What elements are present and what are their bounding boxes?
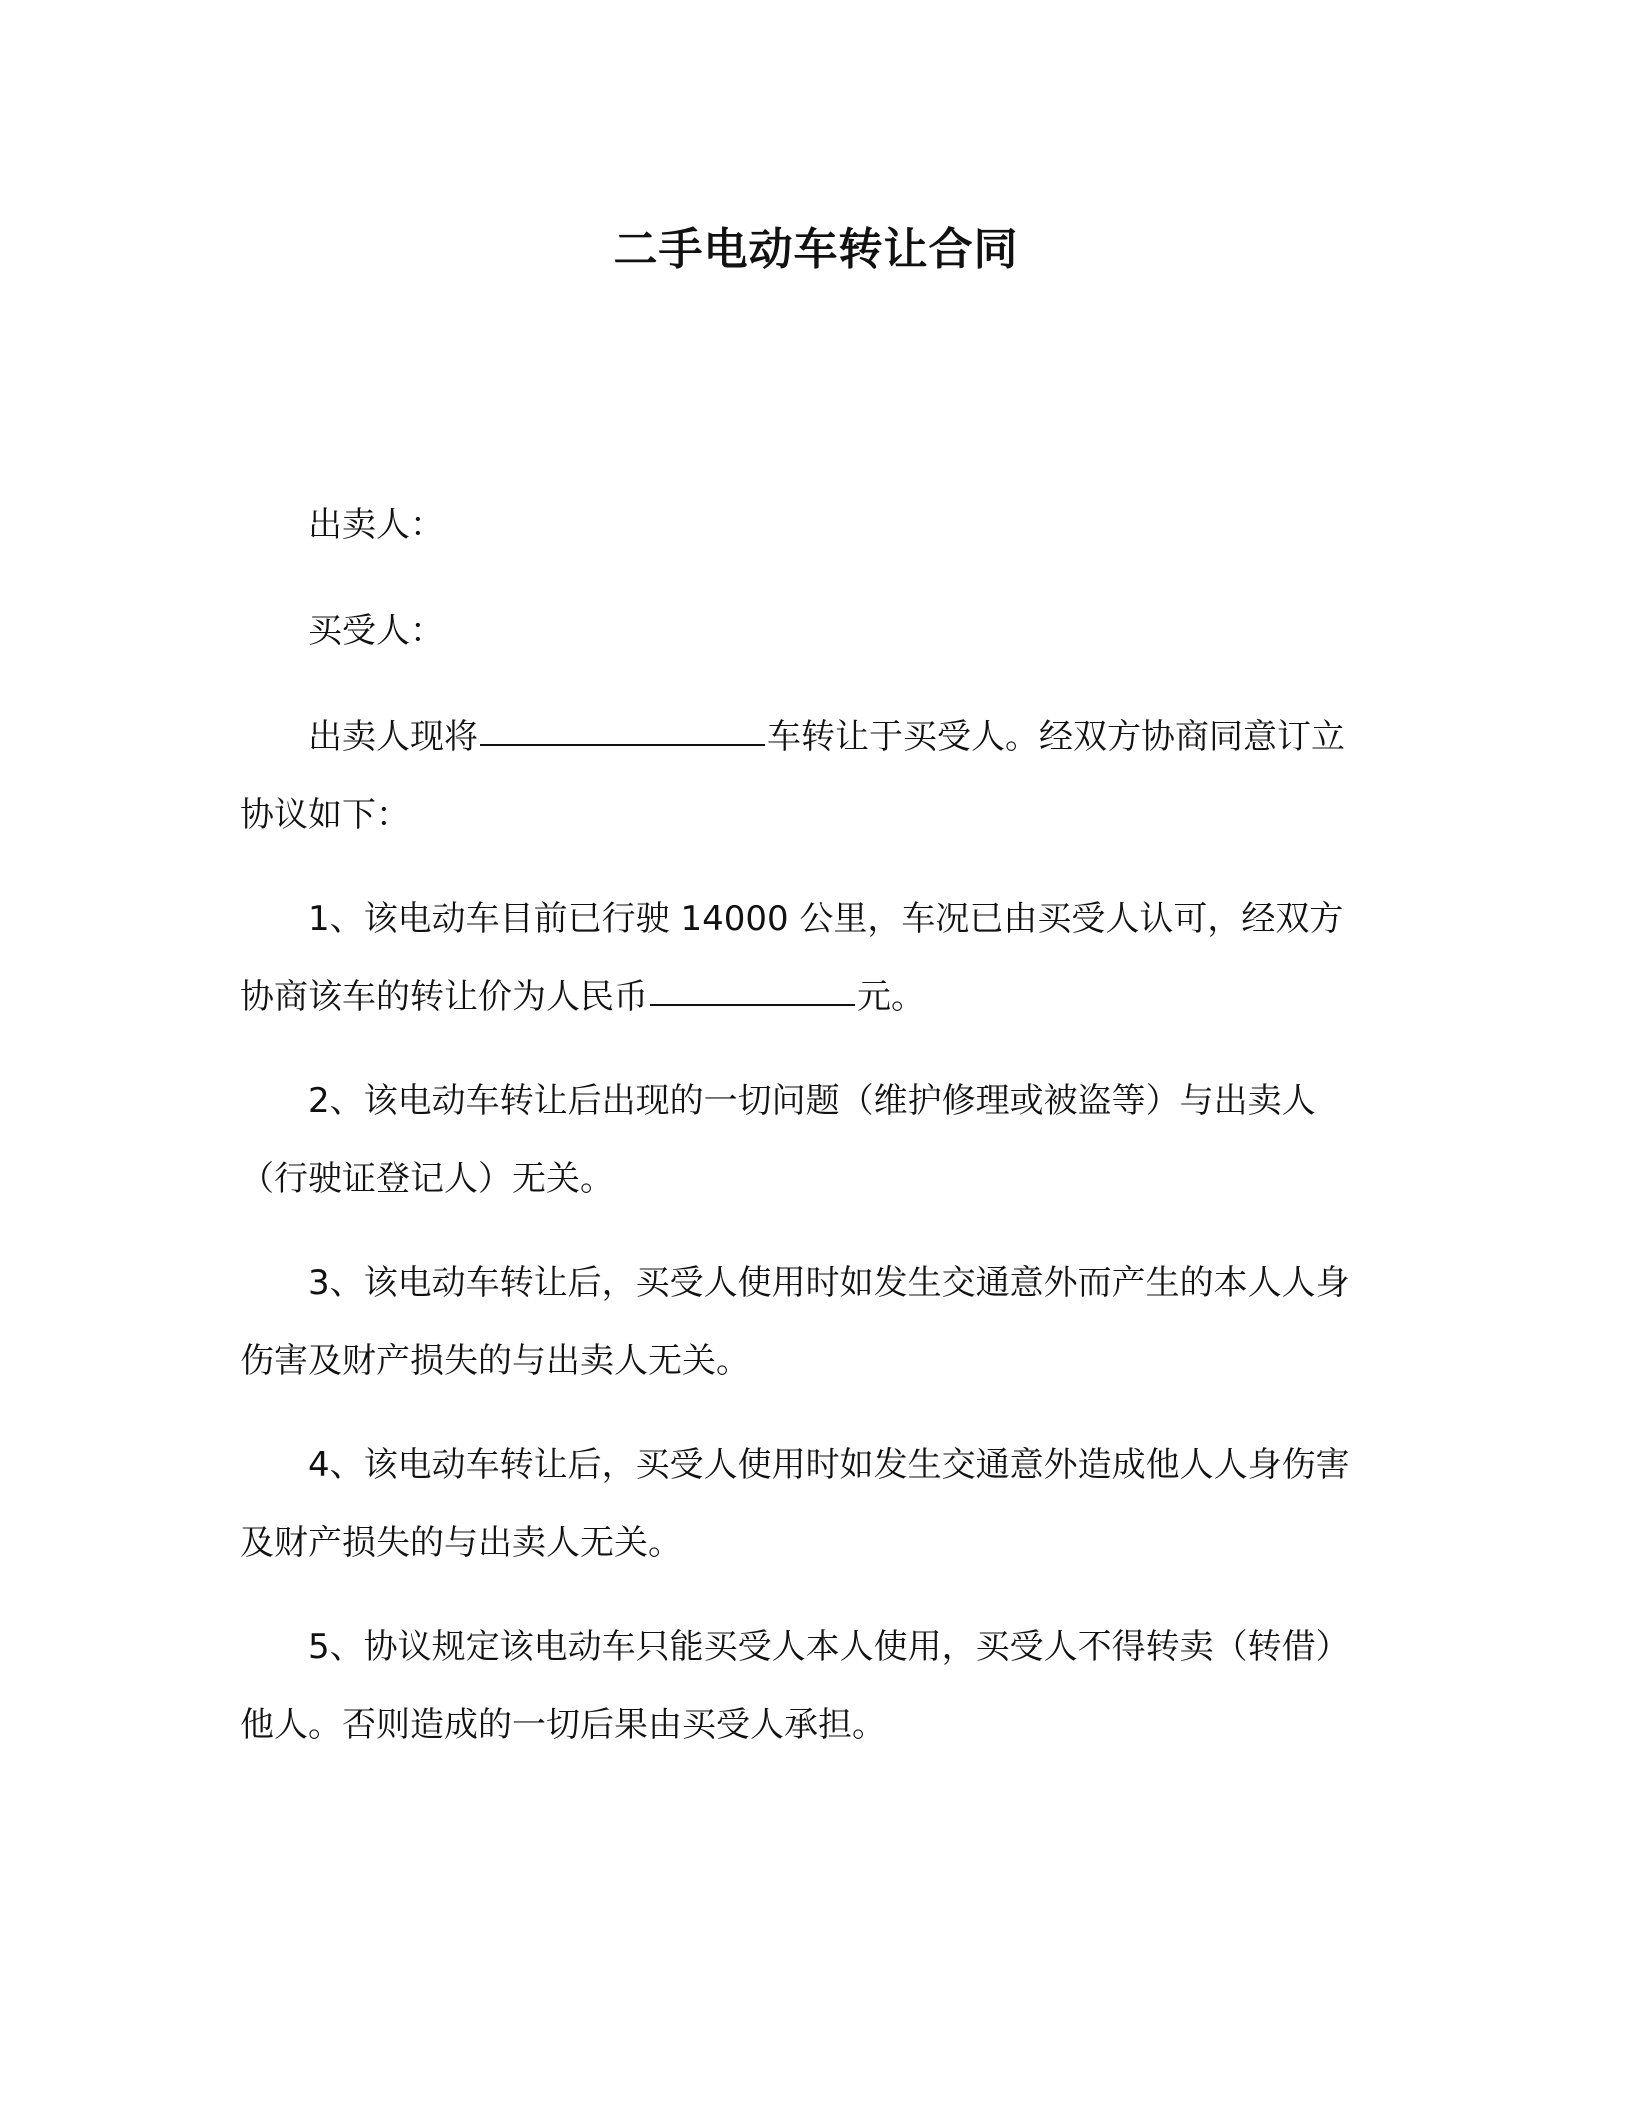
- document-body: [240, 486, 1372, 1790]
- document-title: 二手电动车转让合同: [613, 224, 1019, 275]
- clause-5: 5、协议规定该电动车只能买受人本人使用，买受人不得转卖（转借）他人。否则造成的一切后果由买受人承担。: [240, 1627, 1350, 1745]
- clause-3: 3、该电动车转让后，买受人使用时如发生交通意外而产生的本人人身伤害及财产损失的与出卖人无关。: [240, 1263, 1350, 1381]
- clause-1: [240, 880, 1372, 1036]
- intro-paragraph: [240, 698, 1372, 854]
- clause-4: 4、该电动车转让后，买受人使用时如发生交通意外造成他人人身伤害及财产损失的与出卖人无关。: [240, 1445, 1350, 1563]
- clause-1-text-end: 元。: [857, 977, 925, 1017]
- intro-text-end: 车转让于买受人。经双方协商同意订立协议如下：: [240, 717, 1345, 835]
- buyer-label: 买受人：: [308, 611, 444, 651]
- vehicle-blank-line: [480, 710, 765, 746]
- seller-label: 出卖人：: [308, 505, 444, 545]
- clause-1-text-start: 1、该电动车目前已行驶 14000 公里，车况已由买受人认可，经双方协商该车的转让价为人民币: [240, 899, 1344, 1017]
- clause-2: 2、该电动车转让后出现的一切问题（维护修理或被盗等）与出卖人（行驶证登记人）无关。: [240, 1081, 1316, 1199]
- intro-text-start: 出卖人现将: [308, 717, 478, 757]
- price-blank-line: [650, 970, 855, 1006]
